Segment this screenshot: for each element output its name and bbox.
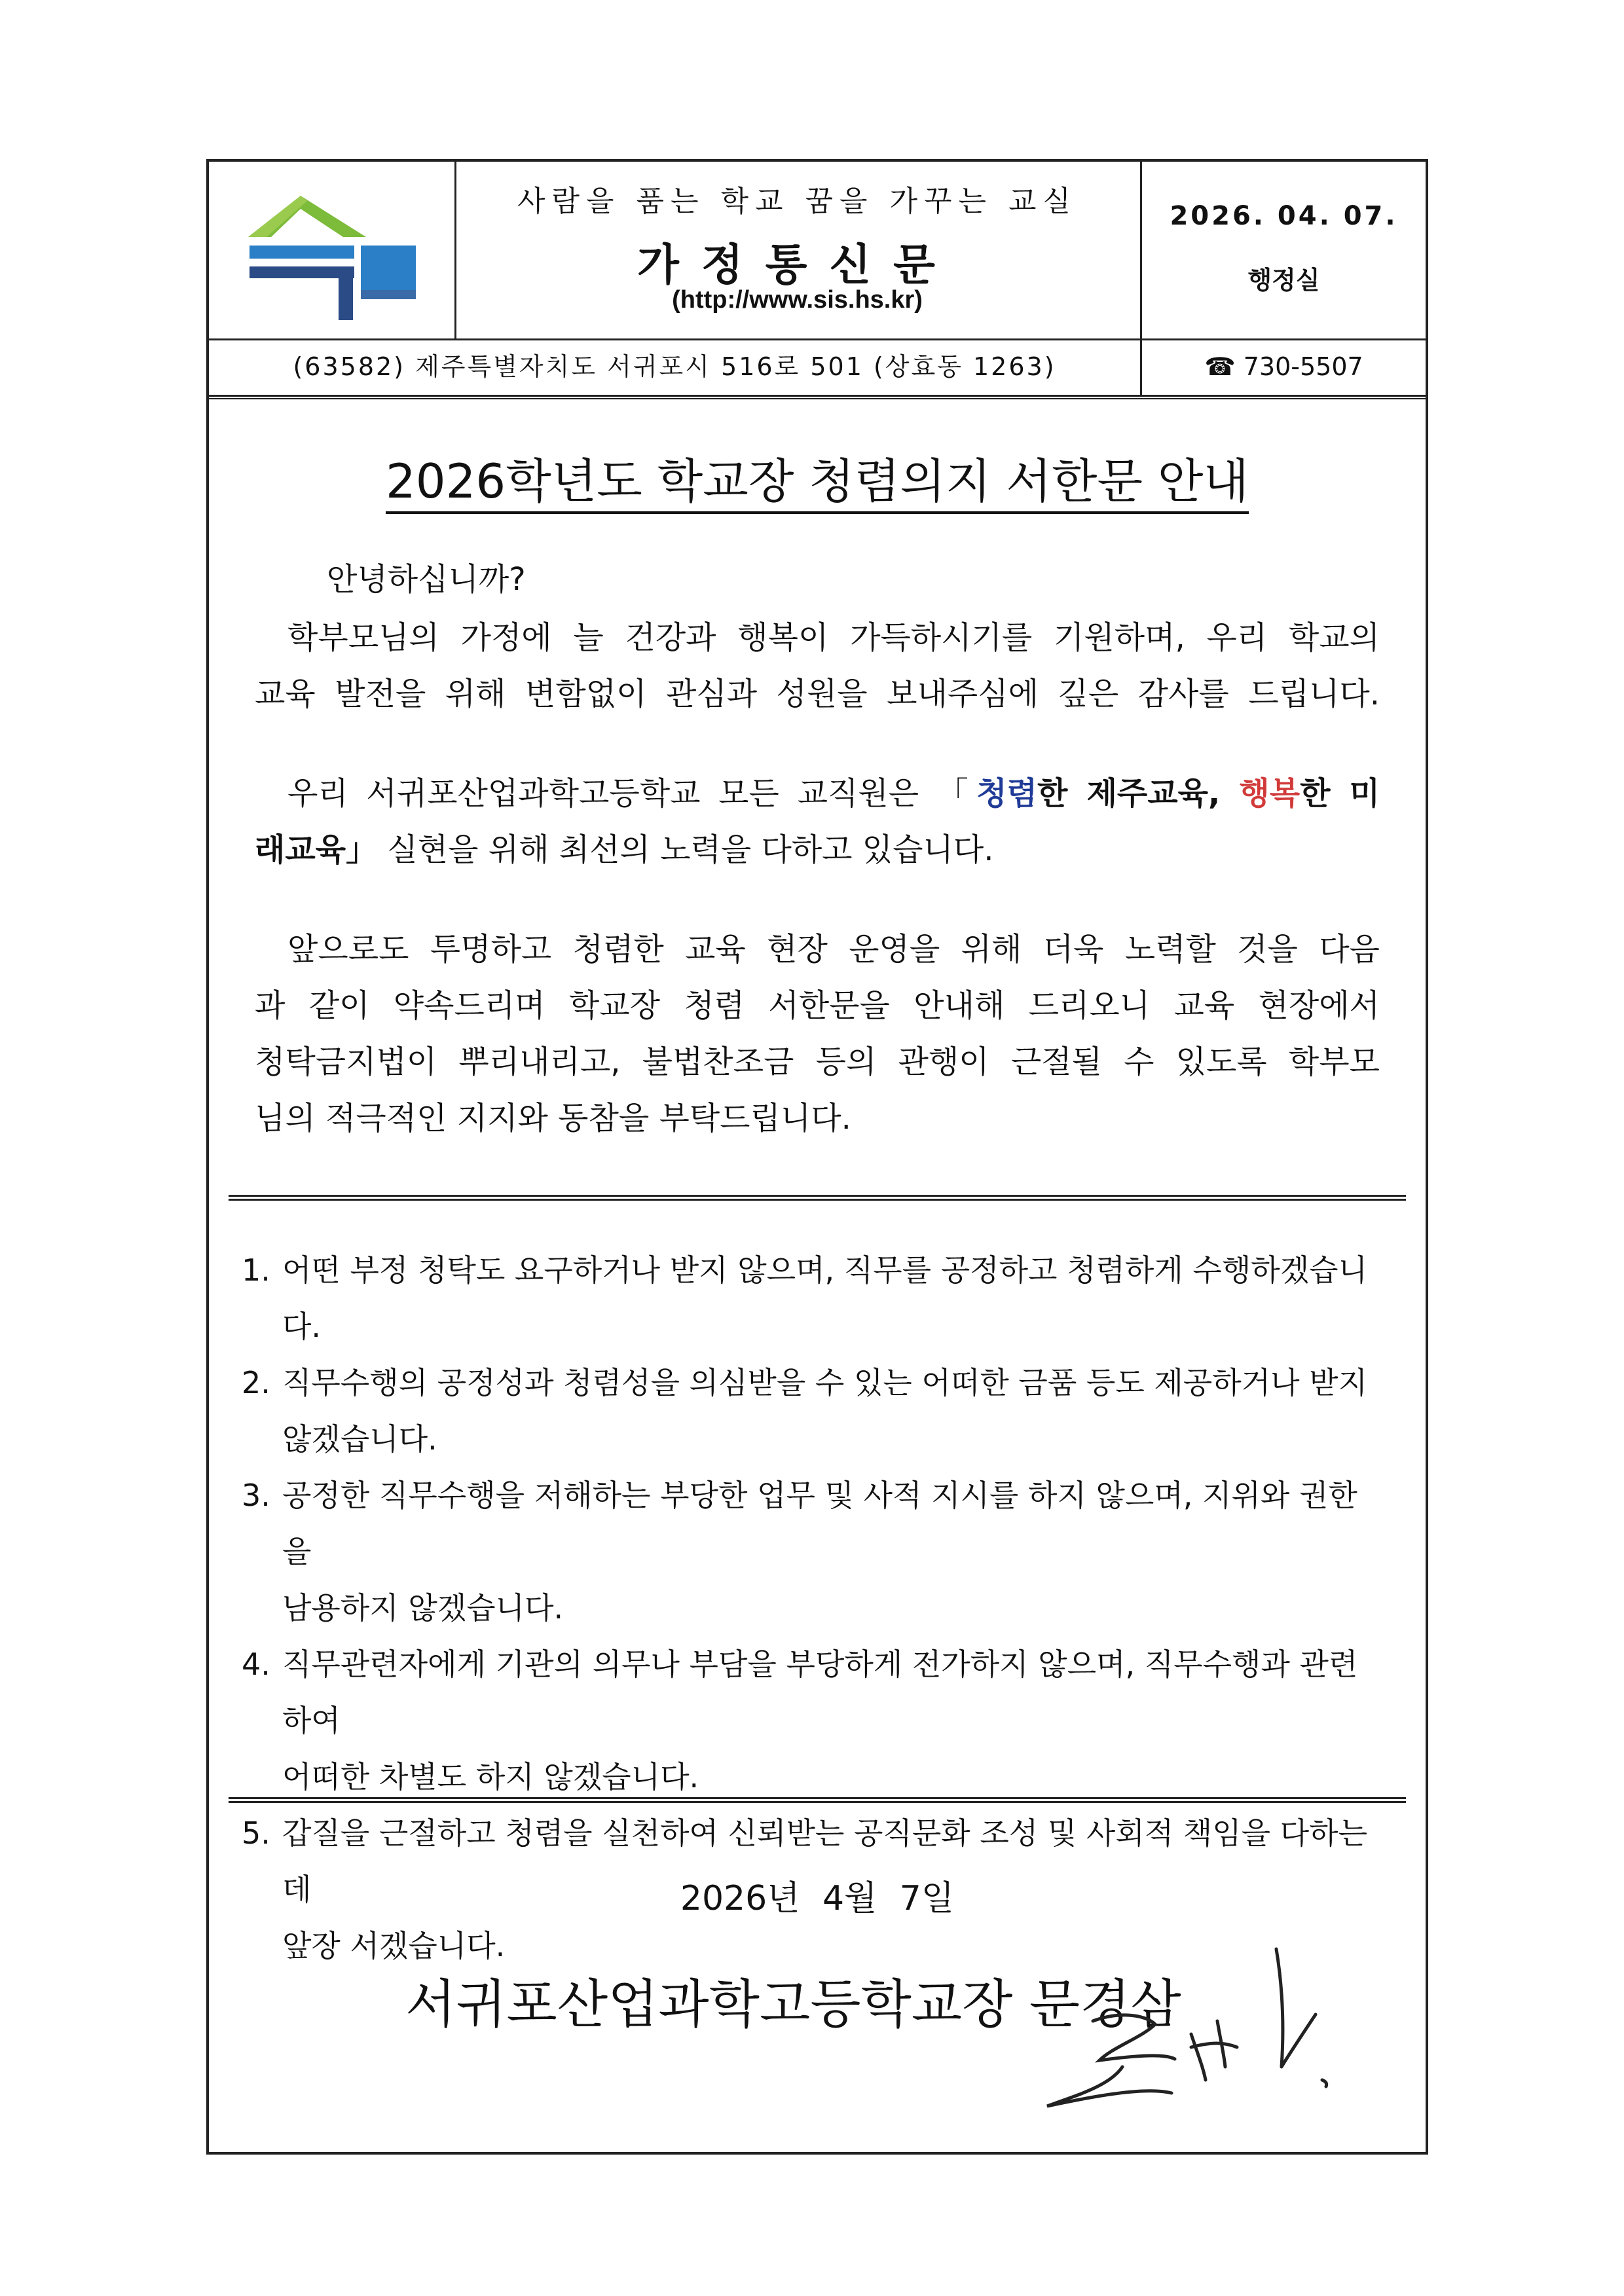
- school-logo-cell: [209, 162, 456, 338]
- paragraph-2: 우리 서귀포산업과학고등학교 모든 교직원은 「청렴한 제주교육, 행복한 미 래교육」 실현을 위해 최선의 노력을 다하고 있습니다.: [255, 775, 1380, 868]
- document-title: 2026학년도 학교장 청렴의지 서한문 안내: [209, 443, 1426, 511]
- school-logo: [209, 162, 454, 338]
- letter-header: [209, 162, 1426, 340]
- newsletter-title: 가정통신문: [637, 240, 957, 290]
- handwritten-signature: [995, 1870, 1361, 2132]
- letter-date: 2026년 4월 7일: [680, 1879, 955, 1918]
- paragraph-1: 학부모님의 가정에 늘 건강과 행복이 가득하시기를 기원하며, 우리 학교의 교육 발전을 위해 변함없이 관심과 성원을 보내주심에 깊은 감사를 드립니다.: [255, 619, 1380, 712]
- pledge-item: 5. 갑질을 근절하고 청렴을 실천하여 신뢰받는 공직문화 조성 및 사회적 책임을 다하는데 앞장 서겠습니다.: [242, 1815, 1368, 1963]
- school-phone: ☎ 730-5507: [1204, 352, 1363, 381]
- pledge-item: 4. 직무관련자에게 기관의 의무나 부담을 부당하게 전가하지 않으며, 직무수행과 관련하여 어떠한 차별도 하지 않겠습니다.: [242, 1647, 1358, 1795]
- pledge-item: 3. 공정한 직무수행을 저해하는 부당한 업무 및 사적 지시를 하지 않으며, 지위와 권한을 남용하지 않겠습니다.: [242, 1478, 1357, 1626]
- school-url[interactable]: (http://www.sis.hs.kr): [672, 286, 923, 314]
- school-slogan: 사람을 품는 학교 꿈을 가꾸는 교실: [517, 185, 1077, 218]
- issue-date: 2026. 04. 07.: [1170, 201, 1398, 231]
- principal-name: 서귀포산업과학고등학교장 문경삼: [405, 1974, 1181, 2035]
- header-title-cell: [454, 162, 1142, 338]
- paragraph-3: 앞으로도 투명하고 청렴한 교육 현장 운영을 위해 더욱 노력할 것을 다음 과 같이 약속드리며 학교장 청렴 서한문을 안내해 드리오니 교육 현장에서 청탁금지법이 뿌리내리고, 불법찬조금 등의 관행이 근절될 수 있도록 학부모 님의 적극적인 지지와 동참을 부탁드립니다.: [255, 931, 1380, 1137]
- pledge-list: [242, 1242, 1381, 1974]
- school-address: (63582) 제주특별자치도 서귀포시 516로 501 (상효동 1263): [209, 338, 1142, 395]
- pledge-item: 2. 직무수행의 공정성과 청렴성을 의심받을 수 있는 어떠한 금품 등도 제공하거나 받지 않겠습니다.: [242, 1365, 1368, 1457]
- document-frame: [206, 159, 1428, 2155]
- greeting: 안녕하십니까?: [327, 561, 526, 598]
- issuing-office: 행정실: [1247, 266, 1320, 295]
- address-row: [209, 338, 1426, 397]
- header-info-cell: [1142, 162, 1426, 338]
- pledge-item: 1. 어떤 부정 청탁도 요구하거나 받지 않으며, 직무를 공정하고 청렴하게 수행하겠습니다.: [242, 1252, 1368, 1344]
- divider-bottom: [229, 1797, 1406, 1803]
- divider-top: [229, 1195, 1406, 1201]
